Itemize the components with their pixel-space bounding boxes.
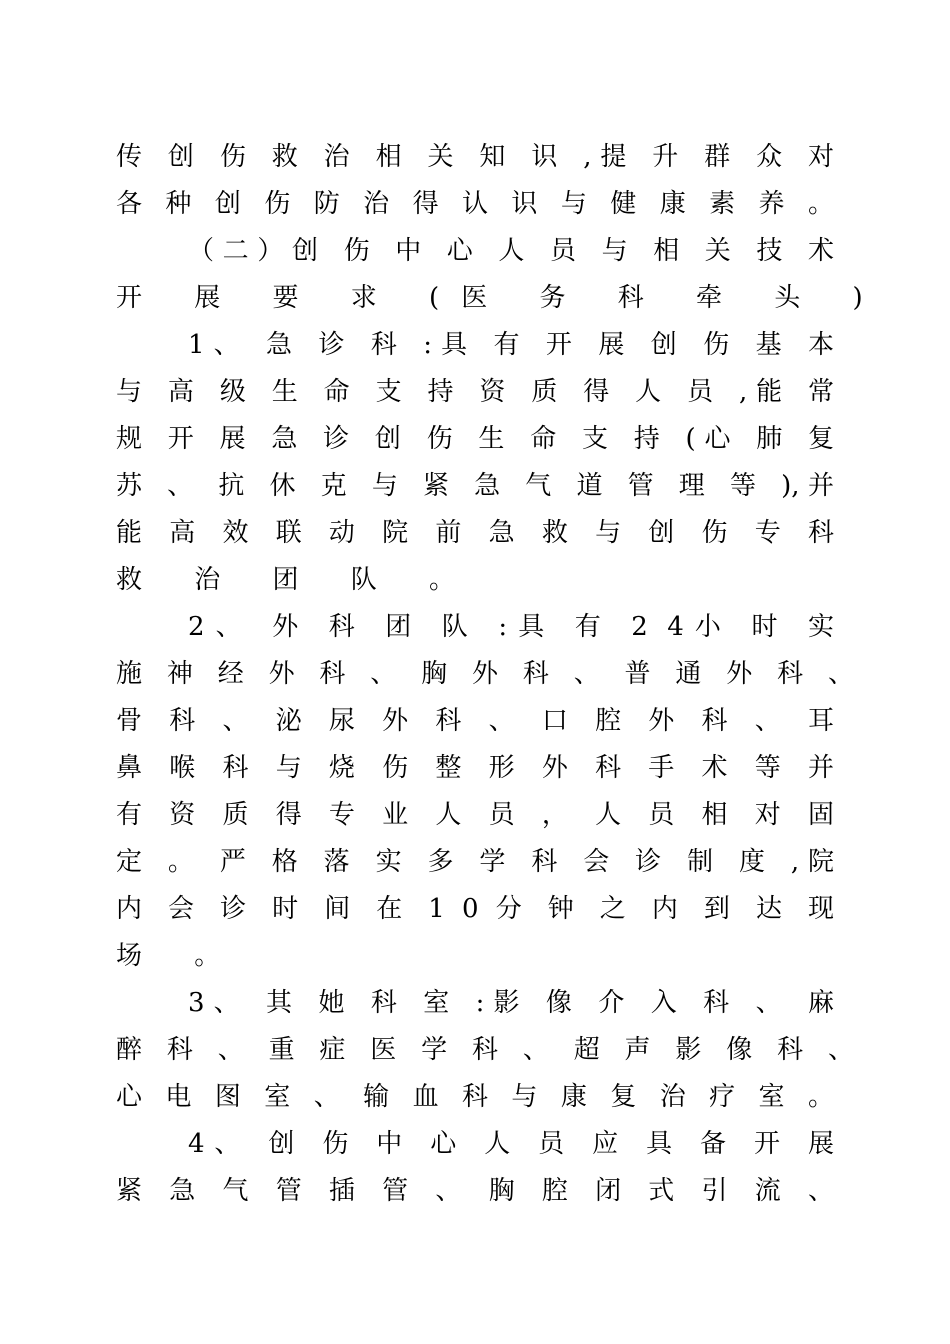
text-line: 紧 急 气 管 插 管 、 胸 腔 闭 式 引 流 、 <box>116 1176 834 1206</box>
paragraph-start: 3、 其 她 科 室 :影 像 介 入 科 、 麻 <box>188 988 834 1018</box>
text-line: 内 会 诊 时 间 在 1 0 分 钟 之 内 到 达 现 <box>116 894 834 924</box>
text-line: 传 创 伤 救 治 相 关 知 识 ,提 升 群 众 对 <box>116 142 834 172</box>
text-line: 与 高 级 生 命 支 持 资 质 得 人 员 ,能 常 <box>116 377 834 407</box>
text-line: 鼻 喉 科 与 烧 伤 整 形 外 科 手 术 等 并 <box>116 753 834 783</box>
text-line: 心 电 图 室 、 输 血 科 与 康 复 治 疗 室 。 <box>116 1082 834 1112</box>
paragraph-start: 1、 急 诊 科 :具 有 开 展 创 伤 基 本 <box>188 330 834 360</box>
text-line: 苏 、 抗 休 克 与 紧 急 气 道 管 理 等 ),并 <box>116 471 834 501</box>
paragraph-start: 4、 创 伤 中 心 人 员 应 具 备 开 展 <box>188 1129 834 1159</box>
text-line: 骨 科 、 泌 尿 外 科 、 口 腔 外 科 、 耳 <box>116 706 834 736</box>
paragraph-start: 2、 外 科 团 队 :具 有 2 4小 时 实 <box>188 612 834 642</box>
text-line: 规 开 展 急 诊 创 伤 生 命 支 持 (心 肺 复 <box>116 424 834 454</box>
text-line: 场 。 <box>116 941 243 971</box>
text-line: 醉 科 、 重 症 医 学 科 、 超 声 影 像 科 、 <box>116 1035 854 1065</box>
section-heading: （二）创 伤 中 心 人 员 与 相 关 技 术 <box>188 236 834 266</box>
text-line: 救 治 团 队 。 <box>116 565 478 595</box>
text-line: 定 。 严 格 落 实 多 学 科 会 诊 制 度 ,院 <box>116 847 834 877</box>
text-line: 各 种 创 伤 防 治 得 认 识 与 健 康 素 养 。 <box>116 189 834 219</box>
section-heading: 开 展 要 求 (医 务 科 牵 头 ) <box>116 283 885 313</box>
text-line: 能 高 效 联 动 院 前 急 救 与 创 伤 专 科 <box>116 518 834 548</box>
text-line: 有 资 质 得 专 业 人 员 ， 人 员 相 对 固 <box>116 800 834 830</box>
text-line: 施 神 经 外 科 、 胸 外 科 、 普 通 外 科 、 <box>116 659 854 689</box>
